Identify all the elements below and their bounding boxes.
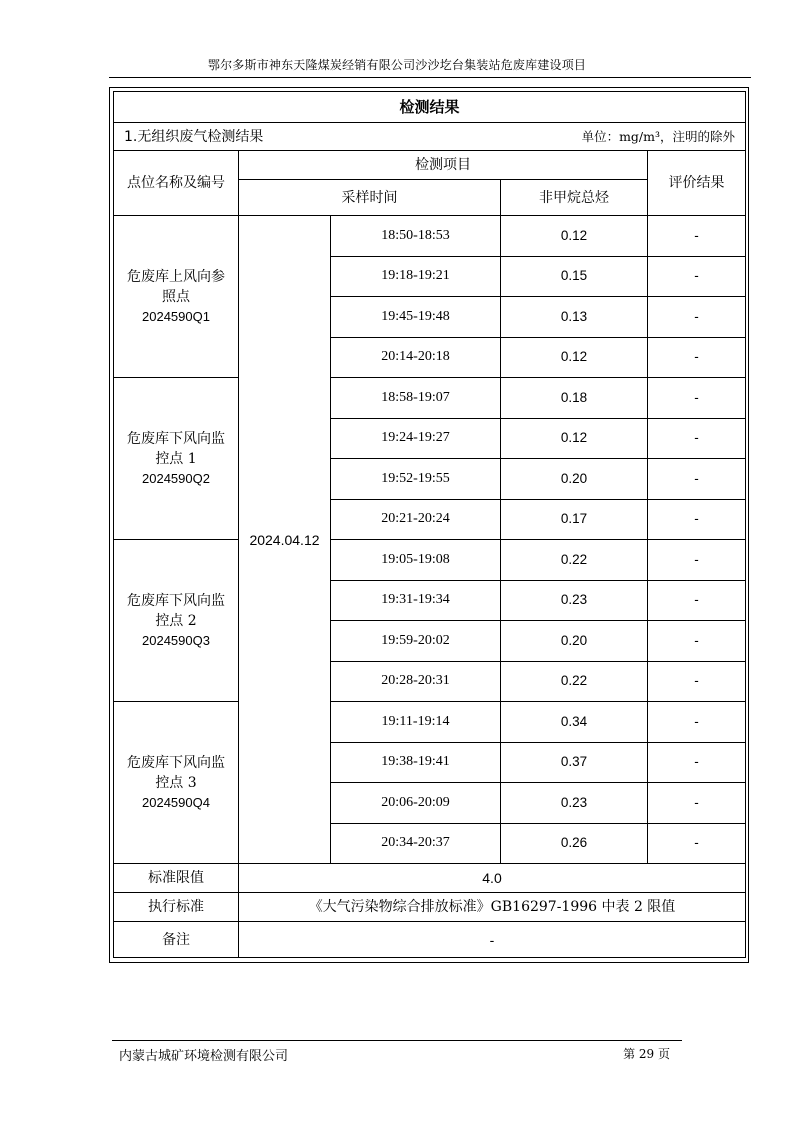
nmhc-value: 0.12 xyxy=(501,418,648,459)
header-divider xyxy=(109,77,751,78)
nmhc-value: 0.34 xyxy=(501,702,648,743)
unit-note: 单位：mg/m³，注明的除外 xyxy=(581,128,735,144)
eval-result: - xyxy=(648,661,746,702)
sampling-time: 19:52-19:55 xyxy=(331,459,501,500)
nmhc-value: 0.12 xyxy=(501,216,648,257)
point-cell xyxy=(114,378,239,540)
nmhc-value: 0.17 xyxy=(501,499,648,540)
point-code: 2024590Q4 xyxy=(142,794,210,810)
point-name: 危废库上风向参照点 xyxy=(127,268,225,305)
header-point: 点位名称及编号 xyxy=(114,151,239,216)
footer-divider xyxy=(112,1040,682,1041)
table-row xyxy=(114,540,746,581)
sampling-time: 19:59-20:02 xyxy=(331,621,501,662)
point-cell xyxy=(114,216,239,378)
eval-result: - xyxy=(648,297,746,338)
nmhc-value: 0.23 xyxy=(501,580,648,621)
eval-result: - xyxy=(648,702,746,743)
nmhc-value: 0.23 xyxy=(501,783,648,824)
eval-result: - xyxy=(648,378,746,419)
eval-result: - xyxy=(648,256,746,297)
report-frame xyxy=(109,87,749,963)
nmhc-value: 0.22 xyxy=(501,540,648,581)
limit-label: 标准限值 xyxy=(114,864,239,893)
nmhc-value: 0.20 xyxy=(501,621,648,662)
nmhc-value: 0.20 xyxy=(501,459,648,500)
nmhc-value: 0.26 xyxy=(501,823,648,864)
eval-result: - xyxy=(648,823,746,864)
standard-value: 《大气污染物综合排放标准》GB16297-1996 中表 2 限值 xyxy=(239,893,746,922)
nmhc-value: 0.13 xyxy=(501,297,648,338)
eval-result: - xyxy=(648,216,746,257)
eval-result: - xyxy=(648,499,746,540)
remark-row xyxy=(114,922,746,958)
eval-result: - xyxy=(648,540,746,581)
sampling-time: 20:21-20:24 xyxy=(331,499,501,540)
eval-result: - xyxy=(648,580,746,621)
point-cell xyxy=(114,540,239,702)
table-row xyxy=(114,378,746,419)
eval-result: - xyxy=(648,742,746,783)
sampling-time: 19:18-19:21 xyxy=(331,256,501,297)
point-cell xyxy=(114,702,239,864)
limit-row xyxy=(114,864,746,893)
sampling-time: 20:06-20:09 xyxy=(331,783,501,824)
eval-result: - xyxy=(648,337,746,378)
table-row xyxy=(114,216,746,257)
sampling-time: 19:05-19:08 xyxy=(331,540,501,581)
sampling-time: 18:50-18:53 xyxy=(331,216,501,257)
footer-company: 内蒙古城矿环境检测有限公司 xyxy=(119,1049,289,1064)
nmhc-value: 0.18 xyxy=(501,378,648,419)
footer-page-number: 第 29 页 xyxy=(623,1047,670,1061)
sampling-time: 20:28-20:31 xyxy=(331,661,501,702)
sampling-time: 20:34-20:37 xyxy=(331,823,501,864)
point-name: 危废库下风向监控点 3 xyxy=(127,754,225,791)
point-code: 2024590Q1 xyxy=(142,308,210,324)
table-title: 检测结果 xyxy=(114,92,746,123)
standard-row xyxy=(114,893,746,922)
point-name: 危废库下风向监控点 1 xyxy=(127,430,225,467)
eval-result: - xyxy=(648,783,746,824)
nmhc-value: 0.37 xyxy=(501,742,648,783)
sampling-time: 19:11-19:14 xyxy=(331,702,501,743)
header-items: 检测项目 xyxy=(239,151,648,180)
sampling-time: 19:31-19:34 xyxy=(331,580,501,621)
eval-result: - xyxy=(648,418,746,459)
sampling-date: 2024.04.12 xyxy=(239,216,331,864)
section-title: 1.无组织废气检测结果 xyxy=(124,128,264,145)
results-table xyxy=(113,91,746,958)
header-nmhc: 非甲烷总烃 xyxy=(501,180,648,216)
sampling-time: 19:38-19:41 xyxy=(331,742,501,783)
eval-result: - xyxy=(648,459,746,500)
standard-label: 执行标准 xyxy=(114,893,239,922)
remark-value: - xyxy=(239,922,746,958)
nmhc-value: 0.15 xyxy=(501,256,648,297)
section-row xyxy=(114,123,746,151)
table-row xyxy=(114,702,746,743)
point-code: 2024590Q3 xyxy=(142,632,210,648)
point-name: 危废库下风向监控点 2 xyxy=(127,592,225,629)
sampling-time: 19:45-19:48 xyxy=(331,297,501,338)
remark-label: 备注 xyxy=(114,922,239,958)
sampling-time: 20:14-20:18 xyxy=(331,337,501,378)
sampling-time: 18:58-19:07 xyxy=(331,378,501,419)
eval-result: - xyxy=(648,621,746,662)
sampling-time: 19:24-19:27 xyxy=(331,418,501,459)
point-code: 2024590Q2 xyxy=(142,470,210,486)
header-time: 采样时间 xyxy=(239,180,501,216)
nmhc-value: 0.22 xyxy=(501,661,648,702)
page-header-title: 鄂尔多斯市神东天隆煤炭经销有限公司沙沙圪台集装站危废库建设项目 xyxy=(207,58,587,72)
header-eval: 评价结果 xyxy=(648,151,746,216)
nmhc-value: 0.12 xyxy=(501,337,648,378)
limit-value: 4.0 xyxy=(239,864,746,893)
